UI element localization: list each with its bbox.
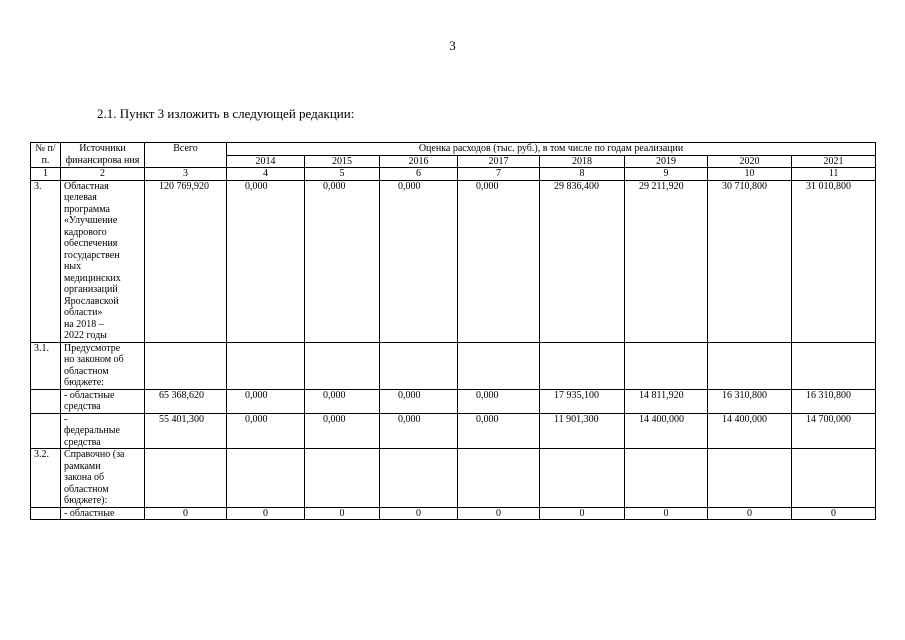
column-number: 1	[31, 168, 61, 181]
row-year-value: 11 901,300	[540, 413, 625, 449]
row-year-value: 16 310,800	[708, 389, 792, 413]
table-row	[31, 413, 876, 449]
row-year-value: 14 811,920	[625, 389, 708, 413]
header-row	[31, 143, 876, 156]
row-year-value: 31 010,800	[792, 180, 876, 342]
row-year-value	[792, 449, 876, 508]
row-number	[31, 413, 61, 449]
row-year-value: 0,000	[305, 180, 380, 342]
row-year-value: 14 400,000	[708, 413, 792, 449]
row-year-value: 16 310,800	[792, 389, 876, 413]
row-total: 65 368,620	[145, 389, 227, 413]
row-number	[31, 507, 61, 520]
table-row	[31, 449, 876, 508]
row-year-value: 0,000	[458, 413, 540, 449]
row-year-value: 29 836,400	[540, 180, 625, 342]
year-header: 2018	[540, 155, 625, 168]
row-year-value	[227, 449, 305, 508]
row-number: 3.2.	[31, 449, 61, 508]
row-year-value	[540, 342, 625, 389]
year-header: 2017	[458, 155, 540, 168]
year-header: 2015	[305, 155, 380, 168]
column-number: 7	[458, 168, 540, 181]
row-year-value	[708, 342, 792, 389]
row-source-name: Предусмотре но законом об областном бюджете:	[61, 342, 145, 389]
year-header: 2019	[625, 155, 708, 168]
row-source-name: - областные	[61, 507, 145, 520]
table-row	[31, 389, 876, 413]
table-row	[31, 507, 876, 520]
column-numbers-row	[31, 168, 876, 181]
column-number: 10	[708, 168, 792, 181]
row-year-value: 0	[305, 507, 380, 520]
row-year-value	[227, 342, 305, 389]
row-year-value	[625, 342, 708, 389]
row-year-value: 0,000	[305, 413, 380, 449]
row-year-value: 0,000	[227, 413, 305, 449]
row-year-value: 0,000	[458, 180, 540, 342]
column-number: 4	[227, 168, 305, 181]
row-source-name: Областная целевая программа «Улучшение кадрового обеспечения государствен ных медицинских организаций Ярославской области» на 2018 – 2022 годы	[61, 180, 145, 342]
row-year-value: 17 935,100	[540, 389, 625, 413]
year-header: 2020	[708, 155, 792, 168]
row-year-value: 0,000	[380, 180, 458, 342]
row-source-name: - областные средства	[61, 389, 145, 413]
row-year-value: 0,000	[227, 389, 305, 413]
table-row	[31, 342, 876, 389]
row-year-value	[305, 342, 380, 389]
row-year-value	[305, 449, 380, 508]
row-source-name: Справочно (за рамками закона об областном бюджете):	[61, 449, 145, 508]
row-year-value: 0	[792, 507, 876, 520]
row-year-value: 0	[625, 507, 708, 520]
row-year-value	[458, 342, 540, 389]
row-year-value: 0	[540, 507, 625, 520]
row-year-value: 0	[458, 507, 540, 520]
row-number: 3.1.	[31, 342, 61, 389]
table-row	[31, 180, 876, 342]
row-year-value	[380, 449, 458, 508]
row-year-value: 0,000	[380, 413, 458, 449]
column-number: 6	[380, 168, 458, 181]
row-number: 3.	[31, 180, 61, 342]
row-year-value: 0,000	[305, 389, 380, 413]
row-total: 120 769,920	[145, 180, 227, 342]
page-number: 3	[449, 38, 456, 53]
column-number: 11	[792, 168, 876, 181]
year-header: 2021	[792, 155, 876, 168]
row-year-value: 0	[227, 507, 305, 520]
row-year-value	[458, 449, 540, 508]
row-year-value	[380, 342, 458, 389]
column-number: 2	[61, 168, 145, 181]
intro-paragraph: 2.1. Пункт 3 изложить в следующей редакции:	[97, 106, 355, 121]
header-source: Источники финансирова ния	[61, 143, 145, 168]
row-year-value: 0,000	[458, 389, 540, 413]
year-header: 2014	[227, 155, 305, 168]
row-year-value	[625, 449, 708, 508]
row-year-value: 0	[380, 507, 458, 520]
column-number: 3	[145, 168, 227, 181]
column-number: 5	[305, 168, 380, 181]
header-estimate: Оценка расходов (тыс. руб.), в том числе по годам реализации	[227, 143, 876, 156]
row-total: 55 401,300	[145, 413, 227, 449]
row-year-value: 0,000	[380, 389, 458, 413]
header-total: Всего	[145, 143, 227, 168]
row-total: 0	[145, 507, 227, 520]
column-number: 9	[625, 168, 708, 181]
row-total	[145, 342, 227, 389]
row-year-value: 29 211,920	[625, 180, 708, 342]
row-year-value	[540, 449, 625, 508]
column-number: 8	[540, 168, 625, 181]
row-source-name: - федеральные средства	[61, 413, 145, 449]
row-year-value	[708, 449, 792, 508]
row-year-value: 0,000	[227, 180, 305, 342]
row-year-value: 14 400,000	[625, 413, 708, 449]
budget-table	[30, 142, 876, 520]
row-year-value: 30 710,800	[708, 180, 792, 342]
header-no: № п/п.	[31, 143, 61, 168]
row-year-value: 14 700,000	[792, 413, 876, 449]
year-header: 2016	[380, 155, 458, 168]
row-year-value: 0	[708, 507, 792, 520]
row-year-value	[792, 342, 876, 389]
row-total	[145, 449, 227, 508]
row-number	[31, 389, 61, 413]
